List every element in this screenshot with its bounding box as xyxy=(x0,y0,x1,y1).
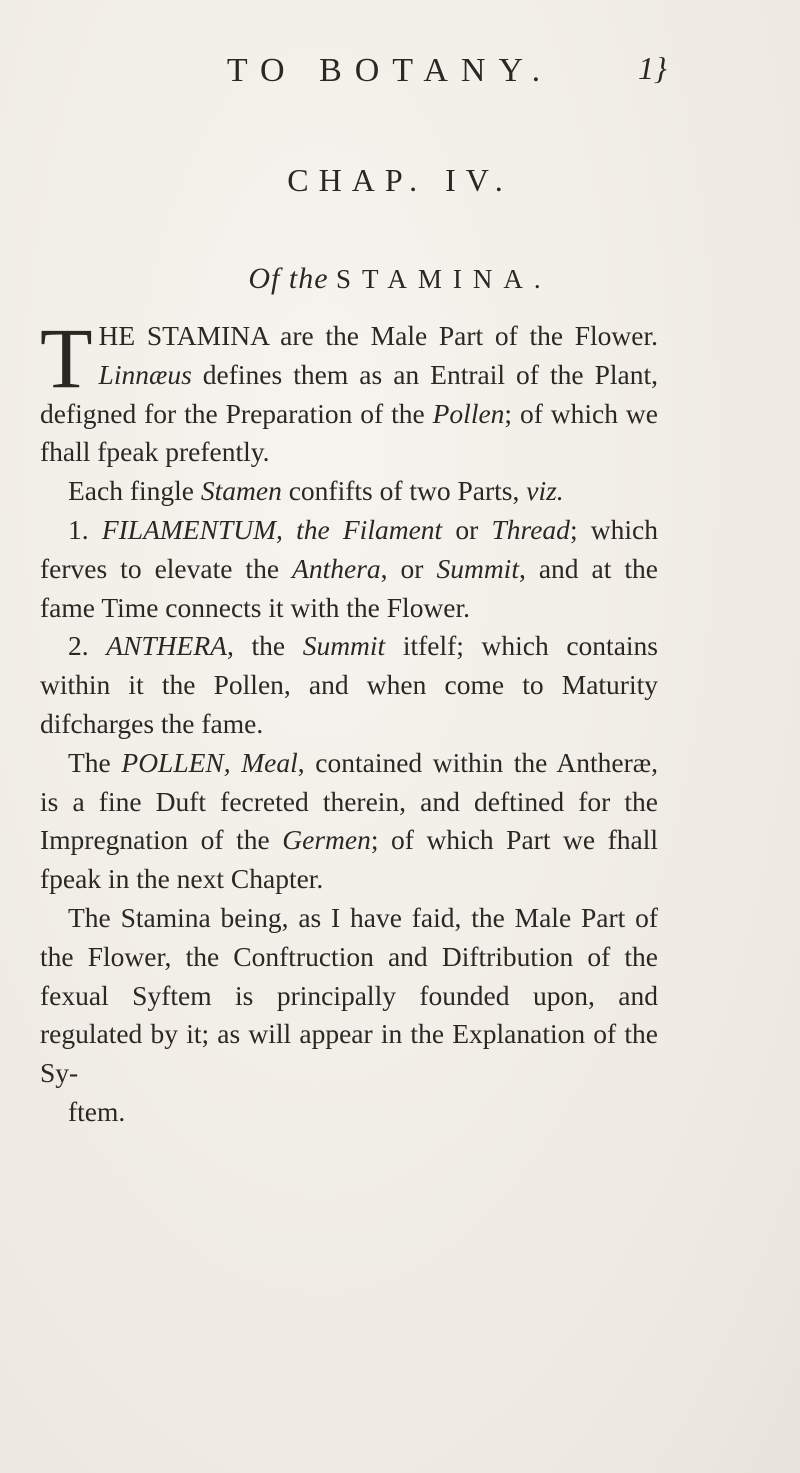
p4-text-e: itfelf; which contains within it the Pollen, and when come to Maturity difcharges the fame. xyxy=(40,630,658,739)
p5-text-c: , contained within the Antheræ, is a fine Duft fecreted therein, and deftined for the Impregnation of the xyxy=(40,746,658,856)
drop-cap: T xyxy=(40,310,93,406)
paragraph-4 xyxy=(40,627,658,743)
p1-pollen: Pollen xyxy=(432,397,505,429)
page-number: 1} xyxy=(638,50,667,86)
p6-text: The Stamina being, as I have faid, the Male Part of the Flower, the Conftruction and Diftribution of the fexual Syftem is principally founded upon, and regulated by it; as will appear in the Explanation of the Sy- xyxy=(40,901,658,1089)
p5-text-a: The xyxy=(68,746,122,778)
paragraph-5 xyxy=(40,744,658,899)
chapter-title: CHAP. IV. xyxy=(287,162,513,198)
paragraph-2 xyxy=(40,472,658,511)
p3-text-c: or xyxy=(442,513,492,545)
p3-text-e: ; which ferves to elevate the xyxy=(40,513,658,584)
p3-text-i: , and at the fame Time connects it with the Flower. xyxy=(40,552,658,623)
p2-stamen: Stamen xyxy=(200,475,282,507)
p1-text-c: defines them as an Entrail of the Plant, defigned for the Preparation of the xyxy=(40,358,658,429)
catchword: ftem. xyxy=(68,1095,126,1127)
p4-number: 2. xyxy=(68,630,107,662)
p5-germen: Germen xyxy=(282,824,371,856)
section-name: STAMINA. xyxy=(336,264,552,294)
p2-text-c: confifts of two Parts, xyxy=(281,475,527,507)
section-heading xyxy=(0,262,800,296)
body-text xyxy=(40,310,659,1132)
p3-summit: Summit xyxy=(436,552,519,584)
p3-text-g: , or xyxy=(380,552,437,584)
running-head: TO BOTANY. xyxy=(226,52,554,89)
paragraph-1 xyxy=(40,310,658,472)
p3-thread: Thread xyxy=(491,513,570,545)
p1-linnaeus: Linnæus xyxy=(98,358,192,390)
p3-filamentum: FILAMENTUM, the Filament xyxy=(101,513,443,545)
p2-text-a: Each fingle xyxy=(68,475,201,507)
paragraph-6 xyxy=(40,899,658,1093)
p5-pollen: POLLEN, Meal xyxy=(121,746,298,778)
p1-text-a: HE STAMINA are the Male Part of the Flower. xyxy=(98,320,658,351)
paragraph-3 xyxy=(40,511,658,627)
p5-text-e: ; of which Part we fhall fpeak in the next Chapter. xyxy=(40,824,659,895)
p4-text-c: , the xyxy=(226,630,303,662)
section-prefix: Of the xyxy=(248,262,329,295)
p3-anthera: Anthera xyxy=(292,552,381,584)
p2-viz: viz. xyxy=(526,475,564,507)
p3-number: 1. xyxy=(68,513,102,545)
p1-text-e: ; of which we fhall fpeak prefently. xyxy=(40,397,658,468)
p4-summit: Summit xyxy=(302,630,386,662)
p4-anthera: ANTHERA xyxy=(106,630,227,662)
